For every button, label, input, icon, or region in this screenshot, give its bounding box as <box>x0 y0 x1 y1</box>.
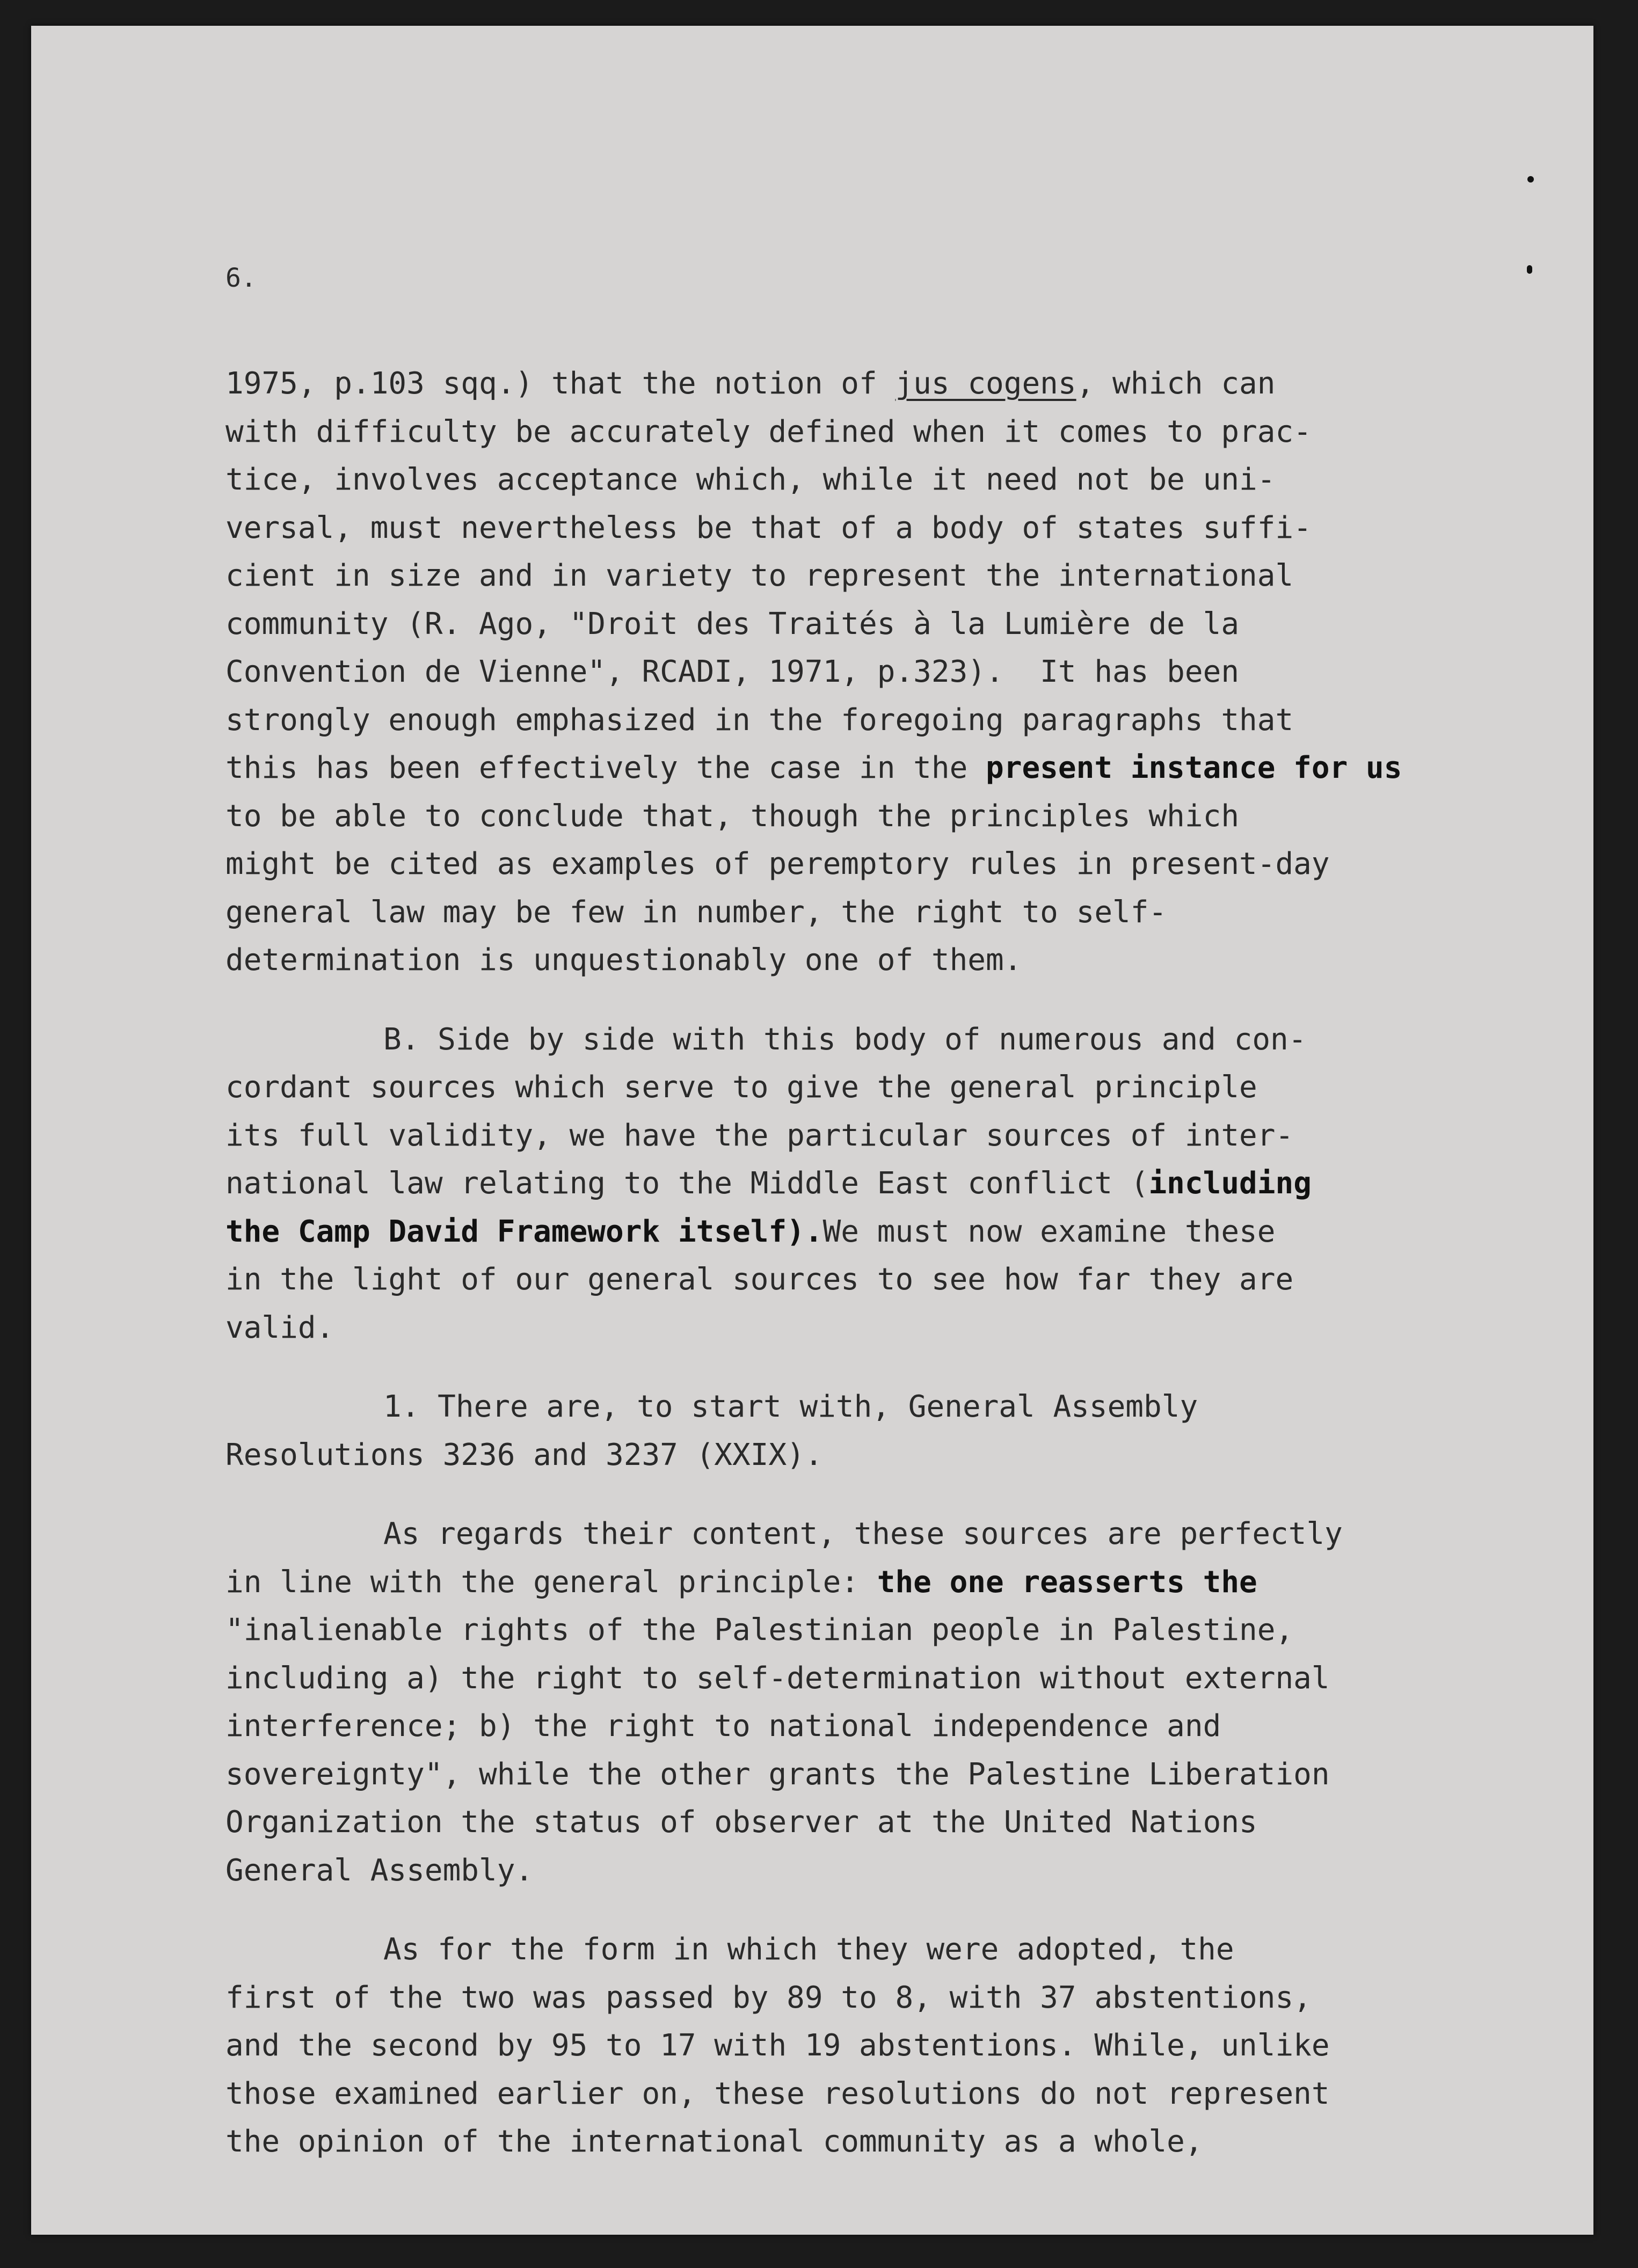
text-line: in the light of our general sources to see how far they are <box>225 1262 1294 1297</box>
text-line: interference; b) the right to national independence and <box>225 1709 1221 1744</box>
text-line: general law may be few in number, the right to self- <box>225 894 1167 930</box>
text-line: this has been effectively the case in the present instance for us <box>225 750 1402 785</box>
text-line: might be cited as examples of peremptory rules in present-day <box>225 847 1330 881</box>
text-line: strongly enough emphasized in the foregoing paragraphs that <box>225 702 1294 738</box>
text-line: the Camp David Framework itself).We must now examine these <box>225 1214 1276 1249</box>
text-line: determination is unquestionably one of them. <box>225 943 1022 978</box>
paragraph <box>225 1510 1530 1894</box>
text-line: those examined earlier on, these resolutions do not represent <box>225 2076 1330 2111</box>
punch-mark <box>1527 176 1534 183</box>
text-line: cordant sources which serve to give the general principle <box>225 1070 1257 1105</box>
text-line: Organization the status of observer at the United Nations <box>225 1805 1257 1840</box>
text-line: Convention de Vienne", RCADI, 1971, p.323). It has been <box>225 654 1240 689</box>
underlined-term: jus cogens <box>895 366 1076 401</box>
text-line: including a) the right to self-determination without external <box>225 1660 1330 1696</box>
text-line: versal, must nevertheless be that of a body of states suffi- <box>225 510 1312 545</box>
text-line: its full validity, we have the particular sources of inter- <box>225 1118 1294 1153</box>
text-line: to be able to conclude that, though the principles which <box>225 798 1240 834</box>
page-number: 6. <box>225 263 257 293</box>
text-line: national law relating to the Middle East conflict (including <box>225 1166 1312 1201</box>
paragraph <box>225 360 1530 984</box>
text-line: As regards their content, these sources are perfectly <box>383 1516 1343 1551</box>
text-line: tice, involves acceptance which, while it need not be uni- <box>225 462 1276 497</box>
bold-overtype: present instance for us <box>986 750 1402 785</box>
text-line: 1975, p.103 sqq.) that the notion of jus cogens, which can <box>225 366 1276 401</box>
text-line: in line with the general principle: the one reasserts the <box>225 1564 1257 1600</box>
text-line: and the second by 95 to 17 with 19 abstentions. While, unlike <box>225 2028 1330 2063</box>
text-line: B. Side by side with this body of numerous and con- <box>383 1022 1307 1057</box>
document-body <box>225 360 1530 2166</box>
text-line: first of the two was passed by 89 to 8, with 37 abstentions, <box>225 1980 1312 2015</box>
text-line: with difficulty be accurately defined when it comes to prac- <box>225 414 1312 449</box>
text-line: Resolutions 3236 and 3237 (XXIX). <box>225 1437 823 1472</box>
paragraph <box>225 1383 1530 1479</box>
paragraph <box>225 1016 1530 1352</box>
text-line: cient in size and in variety to represent the international <box>225 558 1294 593</box>
text-line: As for the form in which they were adopted, the <box>383 1932 1234 1967</box>
bold-overtype: the one reasserts the <box>877 1564 1257 1600</box>
text-line: sovereignty", while the other grants the Palestine Liberation <box>225 1756 1330 1792</box>
text-line: community (R. Ago, "Droit des Traités à la Lumière de la <box>225 606 1240 641</box>
text-line: valid. <box>225 1310 334 1345</box>
text-line: 1. There are, to start with, General Assembly <box>383 1389 1198 1424</box>
bold-overtype: including <box>1148 1166 1312 1201</box>
bold-overtype: the Camp David Framework itself). <box>225 1214 823 1249</box>
paragraph <box>225 1926 1530 2166</box>
text-line: the opinion of the international community as a whole, <box>225 2124 1203 2159</box>
text-line: General Assembly. <box>225 1853 534 1888</box>
text-line: "inalienable rights of the Palestinian people in Palestine, <box>225 1613 1294 1647</box>
punch-mark <box>1527 265 1532 274</box>
